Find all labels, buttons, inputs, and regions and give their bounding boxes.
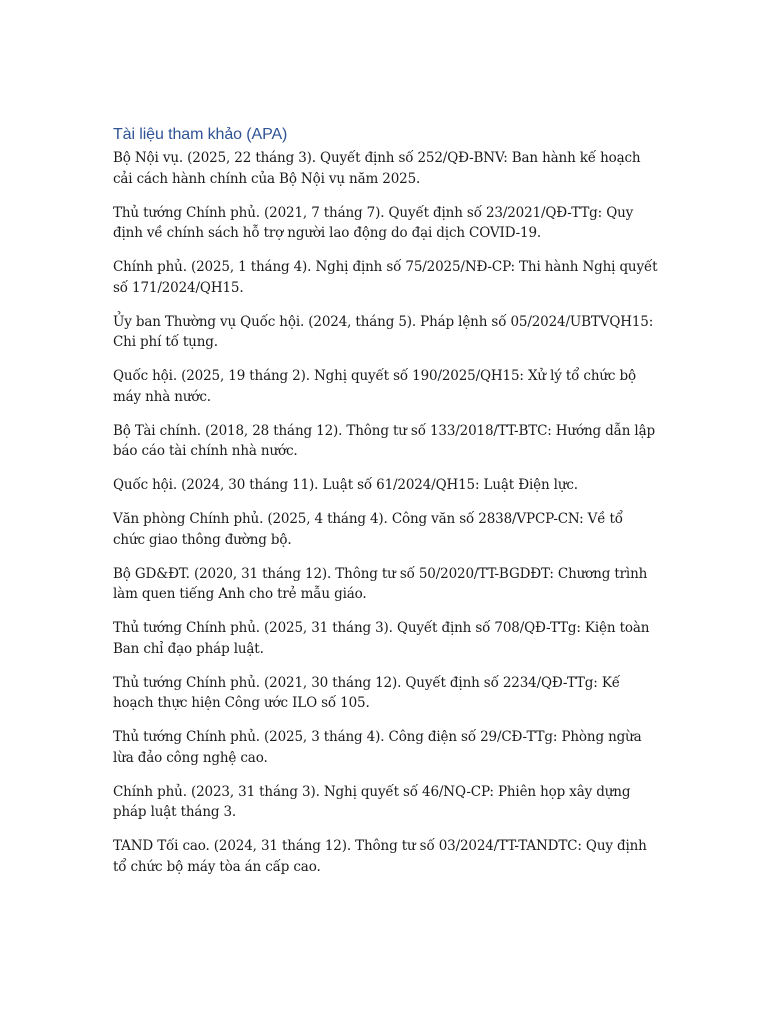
reference-item: Văn phòng Chính phủ. (2025, 4 tháng 4). Công văn số 2838/VPCP-CN: Về tổ chức giao thông đường bộ. — [113, 511, 623, 548]
reference-item: Ủy ban Thường vụ Quốc hội. (2024, tháng 5). Pháp lệnh số 05/2024/UBTVQH15: Chi phí tố tụng. — [113, 313, 654, 350]
reference-item: Bộ Tài chính. (2018, 28 tháng 12). Thông tư số 133/2018/TT-BTC: Hướng dẫn lập báo cáo tài chính nhà nước. — [113, 422, 655, 459]
reference-item: Thủ tướng Chính phủ. (2025, 31 tháng 3). Quyết định số 708/QĐ-TTg: Kiện toàn Ban chỉ đạo pháp luật. — [113, 620, 650, 657]
reference-item: Thủ tướng Chính phủ. (2021, 30 tháng 12). Quyết định số 2234/QĐ-TTg: Kế hoạch thực hiện Công ước ILO số 105. — [113, 674, 620, 711]
reference-item: Bộ Nội vụ. (2025, 22 tháng 3). Quyết định số 252/QĐ-BNV: Ban hành kế hoạch cải cách hành chính của Bộ Nội vụ năm 2025. — [113, 150, 641, 187]
reference-item: Quốc hội. (2024, 30 tháng 11). Luật số 61/2024/QH15: Luật Điện lực. — [113, 477, 578, 493]
reference-item: Quốc hội. (2025, 19 tháng 2). Nghị quyết số 190/2025/QH15: Xử lý tổ chức bộ máy nhà nước. — [113, 368, 636, 405]
reference-item: Chính phủ. (2025, 1 tháng 4). Nghị định số 75/2025/NĐ-CP: Thi hành Nghị quyết số 171/2024/QH15. — [113, 259, 658, 296]
reference-item: TAND Tối cao. (2024, 31 tháng 12). Thông tư số 03/2024/TT-TANDTC: Quy định tổ chức bộ máy tòa án cấp cao. — [113, 838, 647, 875]
document-page — [113, 124, 658, 891]
reference-item: Thủ tướng Chính phủ. (2025, 3 tháng 4). Công điện số 29/CĐ-TTg: Phòng ngừa lừa đảo công nghệ cao. — [113, 729, 642, 766]
reference-item: Thủ tướng Chính phủ. (2021, 7 tháng 7). Quyết định số 23/2021/QĐ-TTg: Quy định về chính sách hỗ trợ người lao động do đại dịch COVID-19. — [113, 204, 634, 241]
references-heading: Tài liệu tham khảo (APA) — [113, 126, 288, 143]
references-list — [113, 148, 658, 877]
reference-item: Chính phủ. (2023, 31 tháng 3). Nghị quyết số 46/NQ-CP: Phiên họp xây dựng pháp luật tháng 3. — [113, 783, 631, 820]
reference-item: Bộ GD&ĐT. (2020, 31 tháng 12). Thông tư số 50/2020/TT-BGDĐT: Chương trình làm quen tiếng Anh cho trẻ mẫu giáo. — [113, 565, 648, 602]
